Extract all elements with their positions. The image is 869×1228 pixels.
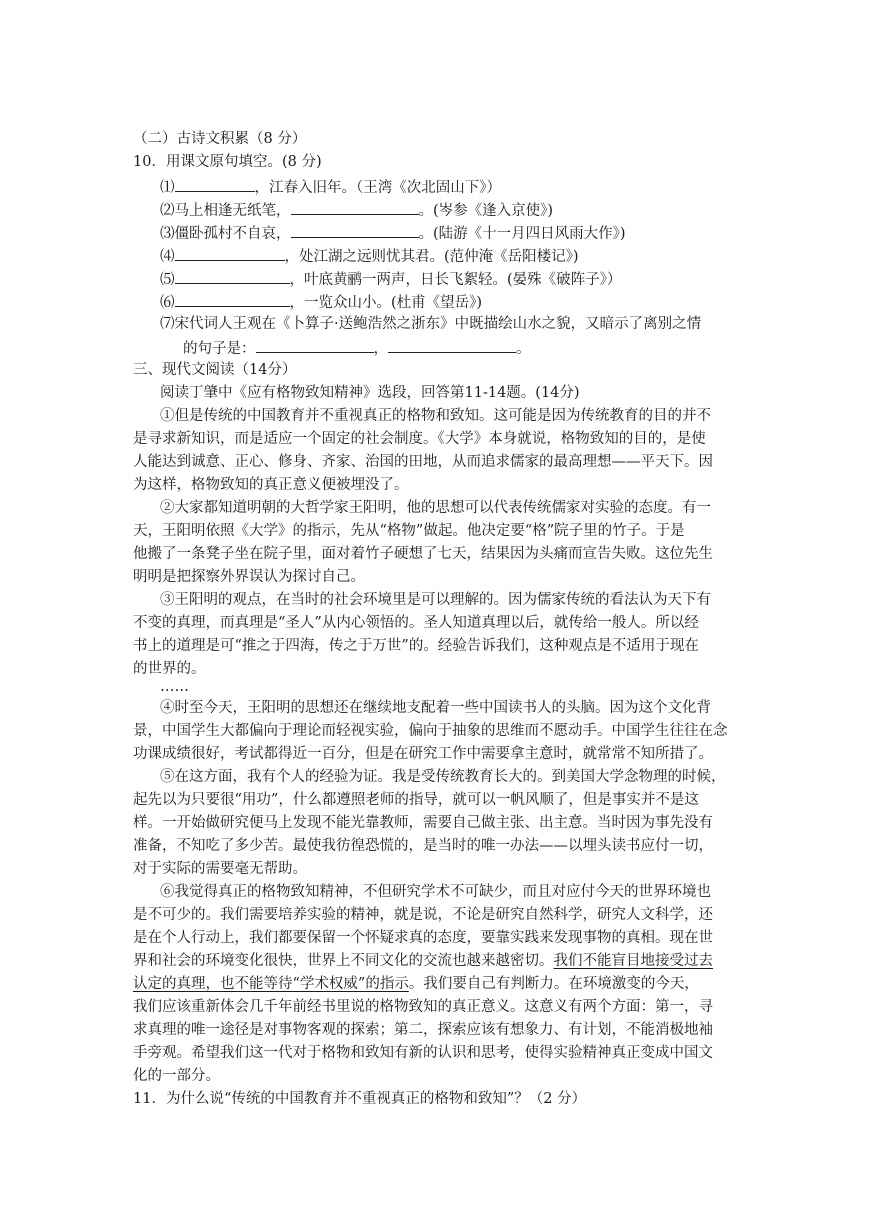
fill-item (160, 244, 579, 266)
item-text: 。 (516, 341, 531, 357)
fill-item (160, 175, 501, 197)
fill-item (160, 221, 626, 243)
section-heading: （二）古诗文积累（8 分） (133, 131, 307, 147)
para-line: ③王阳明的观点，在当时的社会环境里是可以理解的。因为儒家传统的看法认为天下有 (160, 592, 711, 608)
section-heading: 三、现代文阅读（14分） (133, 362, 297, 378)
para-line: 准备，不知吃了多少苦。最使我彷徨恐慌的，是当时的唯一办法——以埋头读书应付一切， (133, 838, 713, 854)
para-line: 为这样，格物致知的真正意义便被埋没了。 (133, 477, 409, 493)
para-line: 明明是把探察外界误认为探讨自己。 (133, 569, 365, 585)
answer-blank[interactable] (388, 336, 516, 353)
item-text: 。(陆游《十一月四日风雨大作》) (418, 226, 626, 242)
item-text: ， (373, 341, 388, 357)
para-line: ⑤在这方面，我有个人的经验为证。我是受传统教育长大的。到美国大学念物理的时候， (160, 769, 726, 785)
para-line: 起先以为只要很“用功”，什么都遵照老师的指导，就可以一帆风顺了，但是事实并不是这 (133, 792, 699, 808)
para-line: 天，王阳明依照《大学》的指示，先从“格物”做起。他决定要“格”院子里的竹子。于是 (133, 523, 685, 539)
para-line: 书上的道理是可“推之于四海，传之于万世”的。经验告诉我们，这种观点是不适用于现在 (133, 638, 699, 654)
para-line: ②大家都知道明朝的大哲学家王阳明，他的思想可以代表传统儒家对实验的态度。有一 (160, 500, 711, 516)
item-number: ⑷ (160, 249, 175, 265)
text: 界和社会的环境变化很快，世界上不同文化的交流也越来越密切。 (133, 953, 554, 969)
ellipsis: …… (160, 679, 189, 695)
item-text: 的句子是： (183, 341, 256, 357)
para-line: ①但是传统的中国教育并不重视真正的格物和致知。这可能是因为传统教育的目的并不 (160, 408, 711, 424)
fill-item: ⑺宋代词人王观在《卜算子·送鲍浩然之浙东》中既描绘山水之貌，又暗示了离别之情 (160, 316, 702, 332)
answer-blank[interactable] (175, 175, 255, 192)
item-text: ⑶僵卧孤村不自哀， (160, 226, 291, 242)
item-text: ，处江湖之远则忧其君。(范仲淹《岳阳楼记》) (284, 249, 579, 265)
answer-blank[interactable] (256, 336, 374, 353)
para-line: 景，中国学生大都偏向于理论而轻视实验，偏向于抽象的思维而不愿动手。中国学生往往在念 (133, 723, 728, 739)
answer-blank[interactable] (291, 221, 419, 238)
para-line: 的世界的。 (133, 661, 206, 677)
answer-blank[interactable] (175, 290, 290, 307)
item-text: ，江春入旧年。（王湾《次北固山下》） (254, 180, 501, 196)
item-text: ⑵马上相逢无纸笔， (160, 203, 291, 219)
para-line: 是在个人行动上，我们都要保留一个怀疑求真的态度，要靠实践来发现事物的真相。现在世 (133, 930, 713, 946)
item-text: 。(岑参《逢入京使》) (418, 203, 554, 219)
para-line: 他搬了一条凳子坐在院子里，面对着竹子硬想了七天，结果因为头痛而宣告失败。这位先生 (133, 546, 713, 562)
fill-item (160, 267, 621, 289)
answer-blank[interactable] (175, 267, 290, 284)
para-line: 是寻求新知识，而是适应一个固定的社会制度。《大学》本身就说，格物致知的目的，是使 (133, 431, 706, 447)
para-line: ⑥我觉得真正的格物致知精神，不但研究学术不可缺少，而且对应付今天的世界环境也 (160, 884, 711, 900)
question-title: 10．用课文原句填空。(8 分) (133, 154, 322, 170)
item-number: ⑴ (160, 180, 175, 196)
para-line: 人能达到诚意、正心、修身、齐家、治国的田地，从而追求儒家的最高理想——平天下。因 (133, 454, 713, 470)
item-number: ⑸ (160, 272, 175, 288)
reading-intro: 阅读丁肇中《应有格物致知精神》选段，回答第11-14题。(14分) (160, 385, 580, 401)
fill-item (160, 290, 482, 312)
item-text: ，一览众山小。(杜甫《望岳》) (289, 295, 483, 311)
item-text: ，叶底黄鹂一两声，日长飞絮轻。(晏殊《破阵子》） (289, 272, 622, 288)
underlined-text: 我们不能盲目地接受过去 (553, 953, 713, 969)
para-line: 样。一开始做研究便马上发现不能光靠教师，需要自己做主张、出主意。当时因为事先没有 (133, 815, 713, 831)
para-line: 功课成绩很好，考试都得近一百分，但是在研究工作中需要拿主意时，就常常不知所措了。 (133, 746, 713, 762)
para-line: 不变的真理，而真理是“圣人”从内心领悟的。圣人知道真理以后，就传给一般人。所以经 (133, 615, 699, 631)
para-line: ④时至今天，王阳明的思想还在继续地支配着一些中国读书人的头脑。因为这个文化背 (160, 700, 711, 716)
para-line: 对于实际的需要毫无帮助。 (133, 861, 307, 877)
para-line: 是不可少的。我们需要培养实验的精神，就是说，不论是研究自然科学，研究人文科学，还 (133, 907, 713, 923)
underlined-text: 认定的真理，也不能等待“学术权威”的指示 (133, 976, 409, 992)
para-line (133, 950, 713, 972)
text: 。我们要自己有判断力。在环境激变的今天， (408, 976, 699, 992)
fill-item (183, 336, 531, 358)
item-number: ⑹ (160, 295, 175, 311)
fill-item (160, 198, 553, 220)
para-line: 求真理的唯一途径是对事物客观的探索；第二，探索应该有想象力、有计划，不能消极地袖 (133, 1022, 713, 1038)
para-line: 我们应该重新体会几千年前经书里说的格物致知的真正意义。这意义有两个方面：第一，寻 (133, 999, 713, 1015)
answer-blank[interactable] (175, 244, 285, 261)
para-line: 手旁观。希望我们这一代对于格物和致知有新的认识和思考，使得实验精神真正变成中国文 (133, 1045, 713, 1061)
answer-blank[interactable] (291, 198, 419, 215)
question-title: 11．为什么说“传统的中国教育并不重视真正的格物和致知”？（2 分） (133, 1091, 587, 1107)
para-line (133, 973, 699, 995)
para-line: 化的一部分。 (133, 1068, 220, 1084)
